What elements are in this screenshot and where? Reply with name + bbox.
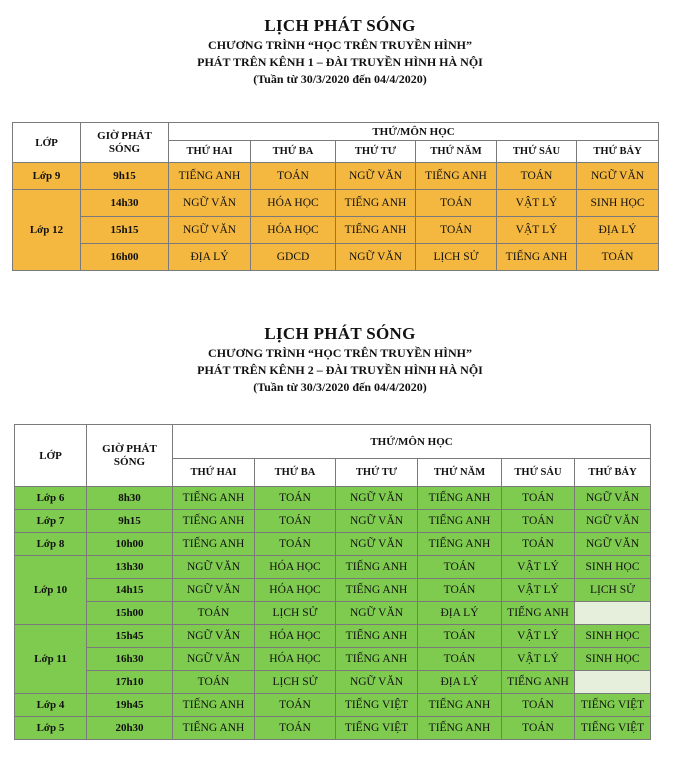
table-row	[15, 625, 651, 648]
day-header: THỨ BẢY	[575, 459, 651, 487]
time-cell: 20h30	[87, 717, 173, 740]
schedule2-week: (Tuần từ 30/3/2020 đến 04/4/2020)	[253, 380, 427, 394]
subject-cell: TIẾNG ANH	[418, 717, 502, 740]
day-header: THỨ TƯ	[336, 141, 416, 163]
subject-cell: TIẾNG ANH	[173, 717, 255, 740]
table-row	[15, 648, 651, 671]
subject-cell: TOÁN	[418, 625, 502, 648]
empty-subject-cell	[575, 671, 651, 694]
day-header: THỨ NĂM	[418, 459, 502, 487]
subject-cell: TOÁN	[416, 190, 497, 217]
table-row	[15, 533, 651, 556]
day-header: THỨ BA	[251, 141, 336, 163]
table-row	[15, 671, 651, 694]
subject-cell: SINH HỌC	[577, 190, 659, 217]
subject-cell: TIẾNG ANH	[336, 217, 416, 244]
subject-cell: TOÁN	[255, 533, 336, 556]
subject-cell: NGỮ VĂN	[173, 648, 255, 671]
class-cell: Lớp 5	[15, 717, 87, 740]
table-row	[15, 602, 651, 625]
subject-cell: NGỮ VĂN	[169, 217, 251, 244]
time-cell: 16h30	[87, 648, 173, 671]
subject-cell: ĐỊA LÝ	[577, 217, 659, 244]
subject-cell: TIẾNG ANH	[418, 510, 502, 533]
subject-cell: TIẾNG ANH	[502, 602, 575, 625]
header-lop: LỚP	[13, 123, 81, 163]
subject-cell: TOÁN	[418, 556, 502, 579]
subject-cell: SINH HỌC	[575, 556, 651, 579]
subject-cell: SINH HỌC	[575, 648, 651, 671]
schedule1-week: (Tuần từ 30/3/2020 đến 04/4/2020)	[253, 72, 427, 86]
table-row	[13, 163, 659, 190]
table-row	[15, 510, 651, 533]
subject-cell: NGỮ VĂN	[173, 556, 255, 579]
subject-cell: NGỮ VĂN	[336, 671, 418, 694]
time-cell: 13h30	[87, 556, 173, 579]
day-header: THỨ TƯ	[336, 459, 418, 487]
time-cell: 19h45	[87, 694, 173, 717]
time-cell: 9h15	[87, 510, 173, 533]
subject-cell: HÓA HỌC	[255, 625, 336, 648]
subject-cell: TOÁN	[502, 533, 575, 556]
subject-cell: TOÁN	[416, 217, 497, 244]
subject-cell: TOÁN	[502, 694, 575, 717]
subject-cell: NGỮ VĂN	[173, 625, 255, 648]
subject-cell: TIẾNG VIỆT	[336, 694, 418, 717]
subject-cell: ĐỊA LÝ	[418, 671, 502, 694]
day-header: THỨ HAI	[169, 141, 251, 163]
subject-cell: TIẾNG ANH	[418, 533, 502, 556]
subject-cell: TIẾNG ANH	[497, 244, 577, 271]
class-cell: Lớp 8	[15, 533, 87, 556]
subject-cell: ĐỊA LÝ	[169, 244, 251, 271]
subject-cell: VẬT LÝ	[502, 556, 575, 579]
subject-cell: TOÁN	[418, 579, 502, 602]
class-cell: Lớp 6	[15, 487, 87, 510]
subject-cell: TOÁN	[255, 510, 336, 533]
subject-cell: TIẾNG ANH	[418, 694, 502, 717]
time-cell: 8h30	[87, 487, 173, 510]
subject-cell: TOÁN	[502, 510, 575, 533]
subject-cell: NGỮ VĂN	[173, 579, 255, 602]
subject-cell: HÓA HỌC	[255, 579, 336, 602]
schedule1-channel: PHÁT TRÊN KÊNH 1 – ĐÀI TRUYỀN HÌNH HÀ NỘI	[197, 55, 483, 69]
time-cell: 15h15	[81, 217, 169, 244]
subject-cell: TIẾNG ANH	[173, 694, 255, 717]
time-cell: 16h00	[81, 244, 169, 271]
empty-subject-cell	[575, 602, 651, 625]
table-row	[13, 190, 659, 217]
subject-cell: TOÁN	[497, 163, 577, 190]
subject-cell: NGỮ VĂN	[575, 487, 651, 510]
table-row	[15, 556, 651, 579]
schedule1-title: LỊCH PHÁT SÓNG	[264, 16, 416, 35]
subject-cell: NGỮ VĂN	[336, 244, 416, 271]
subject-cell: TOÁN	[255, 717, 336, 740]
subject-cell: VẬT LÝ	[497, 217, 577, 244]
subject-cell: HÓA HỌC	[251, 190, 336, 217]
subject-cell: GDCD	[251, 244, 336, 271]
subject-cell: VẬT LÝ	[497, 190, 577, 217]
header-gio: GIỜ PHÁT SÓNG	[87, 425, 173, 487]
schedule1-table	[12, 122, 659, 271]
subject-cell: TOÁN	[173, 602, 255, 625]
subject-cell: TIẾNG ANH	[336, 579, 418, 602]
class-cell: Lớp 12	[13, 190, 81, 271]
subject-cell: NGỮ VĂN	[169, 190, 251, 217]
schedule2-channel: PHÁT TRÊN KÊNH 2 – ĐÀI TRUYỀN HÌNH HÀ NỘI	[197, 363, 483, 377]
schedule1-titles	[0, 16, 680, 87]
schedule1-subtitle: CHƯƠNG TRÌNH “HỌC TRÊN TRUYỀN HÌNH”	[208, 38, 472, 52]
schedule2-title: LỊCH PHÁT SÓNG	[264, 324, 416, 343]
subject-cell: TIẾNG ANH	[336, 648, 418, 671]
table-row	[15, 579, 651, 602]
day-header: THỨ BẢY	[577, 141, 659, 163]
subject-cell: TIẾNG ANH	[336, 625, 418, 648]
schedule2-titles	[0, 324, 680, 395]
subject-cell: TIẾNG ANH	[336, 556, 418, 579]
time-cell: 15h45	[87, 625, 173, 648]
subject-cell: TIẾNG ANH	[416, 163, 497, 190]
day-header: THỨ SÁU	[497, 141, 577, 163]
subject-cell: TIẾNG ANH	[169, 163, 251, 190]
table-row	[13, 244, 659, 271]
table-row	[15, 487, 651, 510]
header-gio: GIỜ PHÁT SÓNG	[81, 123, 169, 163]
schedule2-table	[14, 424, 651, 740]
time-cell: 10h00	[87, 533, 173, 556]
day-header: THỨ SÁU	[502, 459, 575, 487]
subject-cell: TIẾNG ANH	[173, 533, 255, 556]
class-cell: Lớp 7	[15, 510, 87, 533]
subject-cell: TIẾNG ANH	[173, 487, 255, 510]
subject-cell: NGỮ VĂN	[336, 487, 418, 510]
day-header: THỨ BA	[255, 459, 336, 487]
table-row	[15, 717, 651, 740]
subject-cell: LỊCH SỬ	[416, 244, 497, 271]
subject-cell: TOÁN	[502, 487, 575, 510]
time-cell: 17h10	[87, 671, 173, 694]
subject-cell: NGỮ VĂN	[577, 163, 659, 190]
class-cell: Lớp 10	[15, 556, 87, 625]
subject-cell: TIẾNG ANH	[418, 487, 502, 510]
day-header: THỨ HAI	[173, 459, 255, 487]
subject-cell: TIẾNG VIỆT	[575, 694, 651, 717]
time-cell: 9h15	[81, 163, 169, 190]
header-mon: THỨ/MÔN HỌC	[173, 425, 651, 459]
subject-cell: VẬT LÝ	[502, 648, 575, 671]
subject-cell: TOÁN	[255, 694, 336, 717]
subject-cell: TIẾNG VIỆT	[575, 717, 651, 740]
day-header: THỨ NĂM	[416, 141, 497, 163]
subject-cell: TIẾNG VIỆT	[336, 717, 418, 740]
subject-cell: VẬT LÝ	[502, 625, 575, 648]
time-cell: 15h00	[87, 602, 173, 625]
subject-cell: TIẾNG ANH	[502, 671, 575, 694]
subject-cell: TOÁN	[577, 244, 659, 271]
subject-cell: HÓA HỌC	[251, 217, 336, 244]
subject-cell: HÓA HỌC	[255, 556, 336, 579]
subject-cell: NGỮ VĂN	[336, 163, 416, 190]
subject-cell: TOÁN	[255, 487, 336, 510]
subject-cell: SINH HỌC	[575, 625, 651, 648]
subject-cell: LỊCH SỬ	[255, 671, 336, 694]
subject-cell: TOÁN	[173, 671, 255, 694]
class-cell: Lớp 9	[13, 163, 81, 190]
subject-cell: TOÁN	[418, 648, 502, 671]
schedule2-subtitle: CHƯƠNG TRÌNH “HỌC TRÊN TRUYỀN HÌNH”	[208, 346, 472, 360]
table-row	[15, 694, 651, 717]
time-cell: 14h30	[81, 190, 169, 217]
header-lop: LỚP	[15, 425, 87, 487]
subject-cell: TIẾNG ANH	[336, 190, 416, 217]
subject-cell: VẬT LÝ	[502, 579, 575, 602]
class-cell: Lớp 4	[15, 694, 87, 717]
subject-cell: TOÁN	[251, 163, 336, 190]
subject-cell: LỊCH SỬ	[255, 602, 336, 625]
subject-cell: NGỮ VĂN	[336, 602, 418, 625]
subject-cell: TOÁN	[502, 717, 575, 740]
subject-cell: ĐỊA LÝ	[418, 602, 502, 625]
class-cell: Lớp 11	[15, 625, 87, 694]
subject-cell: NGỮ VĂN	[336, 510, 418, 533]
time-cell: 14h15	[87, 579, 173, 602]
subject-cell: NGỮ VĂN	[336, 533, 418, 556]
subject-cell: LỊCH SỬ	[575, 579, 651, 602]
subject-cell: TIẾNG ANH	[173, 510, 255, 533]
table-row	[13, 217, 659, 244]
subject-cell: NGỮ VĂN	[575, 510, 651, 533]
subject-cell: NGỮ VĂN	[575, 533, 651, 556]
subject-cell: HÓA HỌC	[255, 648, 336, 671]
header-mon: THỨ/MÔN HỌC	[169, 123, 659, 141]
